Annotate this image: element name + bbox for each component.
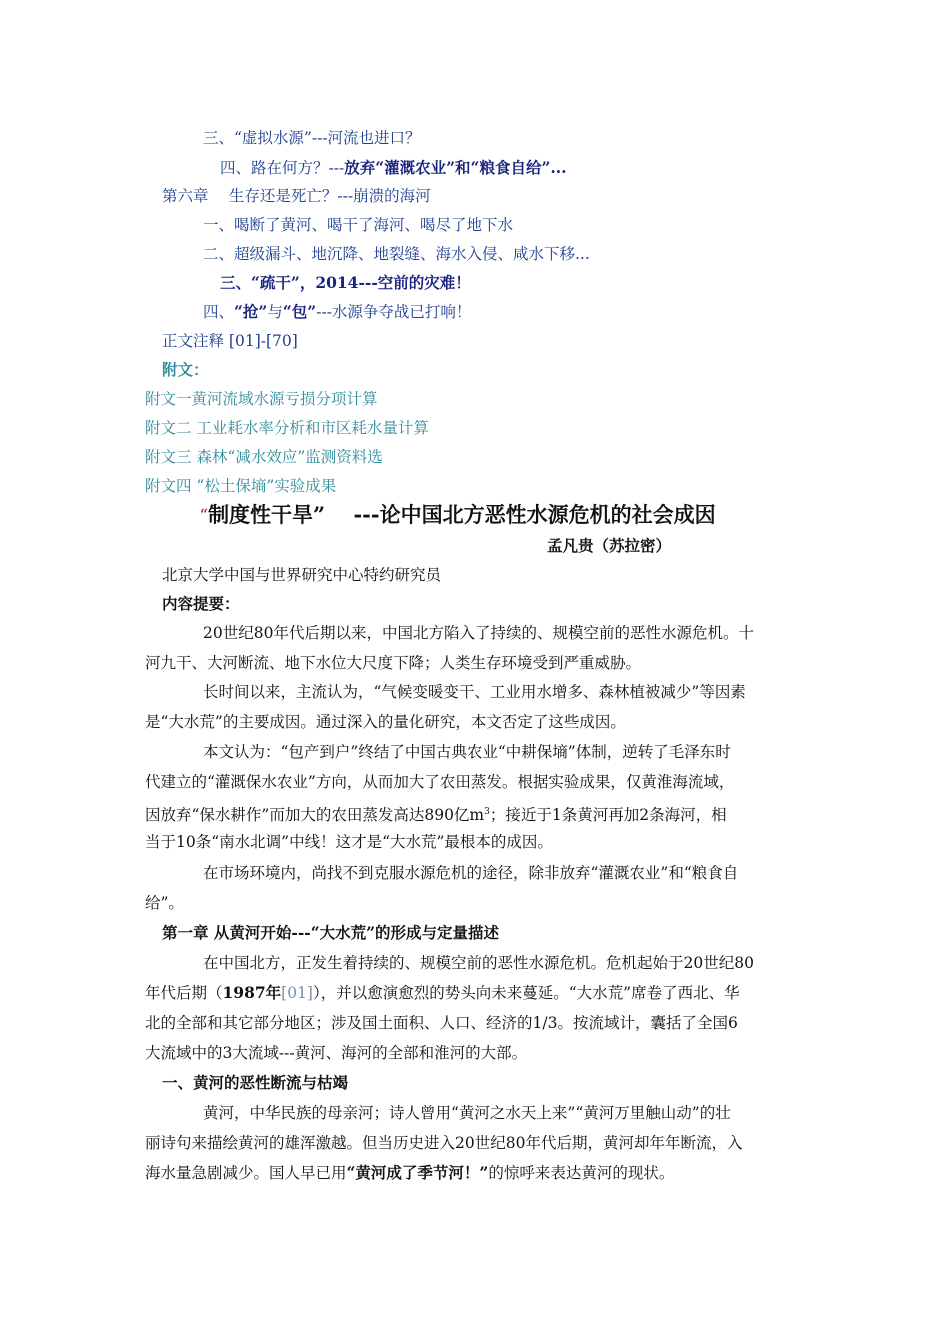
toc-item-emphasis: 放弃“灌溉农业”和“粮食自给”... [344,158,567,177]
paragraph-line: 在市场环境内，尚找不到克服水源危机的途径，除非放弃“灌溉农业”和“粮食自 [203,864,739,882]
line-text: 年代后期（ [145,984,223,1002]
line-text: 海水量急剧减少。国人早已用 [145,1164,347,1182]
paragraph-line: 20世纪80年代后期以来，中国北方陷入了持续的、规模空前的恶性水源危机。十 [203,624,754,642]
toc-item[interactable] [220,158,567,178]
paragraph-line: 代建立的“灌溉保水农业”方向，从而加大了农田蒸发。根据实验成果，仅黄淮海流域， [145,773,735,791]
author: 孟凡贵（苏拉密） [547,536,672,555]
chapter-heading: 第一章 从黄河开始---“大水荒”的形成与定量描述 [162,923,500,942]
paragraph-line: 河九干、大河断流、地下水位大尺度下降；人类生存环境受到严重威胁。 [145,654,642,672]
toc-item[interactable]: 三、“虚拟水源”---河流也进口？ [203,129,421,147]
toc-item-emphasis: “包” [282,302,317,321]
paragraph-line [145,983,740,1003]
abstract-label: 内容提要： [162,594,240,613]
toc-item-text: 与 [267,303,283,321]
appendix-item[interactable]: 附文一黄河流域水源亏损分项计算 [145,390,378,408]
toc-item-emphasis: 三、“疏干”，2014---空前的灾难！ [220,273,471,292]
toc-item[interactable]: 一、喝断了黄河、喝干了海河、喝尽了地下水 [203,216,514,234]
paragraph-line: 本文认为：“包产到户”终结了中国古典农业“中耕保墒”体制，逆转了毛泽东时 [203,743,731,761]
paragraph-line: 当于10条“南水北调”中线！这才是“大水荒”最根本的成因。 [145,833,553,851]
appendix-item[interactable]: 附文四 “松土保墒”实验成果 [145,477,337,495]
toc-item-emphasis: “抢” [234,302,268,321]
title-quote-mark: “ [200,507,209,523]
toc-item-text: 四、 [203,303,235,321]
paragraph-line: 给”。 [145,894,184,912]
paragraph-line: 北的全部和其它部分地区；涉及国土面积、人口、经济的1/3。按流域计，囊括了全国6 [145,1014,738,1032]
paragraph-line: 是“大水荒”的主要成因。通过深入的量化研究，本文否定了这些成因。 [145,713,626,731]
section-heading: 一、黄河的恶性断流与枯竭 [162,1073,349,1092]
article-title [200,502,716,528]
quote-emphasis: “黄河成了季节河！” [346,1163,489,1182]
toc-notes[interactable]: 正文注释 [01]-[70] [162,332,298,350]
citation-link[interactable]: [01] [281,984,313,1002]
line-text: ），并以愈演愈烈的势头向未来蔓延。“大水荒”席卷了西北、华 [312,984,740,1002]
paragraph-line [145,1163,674,1183]
year-emphasis: 1987年 [222,983,282,1002]
paragraph-line [145,802,727,825]
toc-item[interactable] [220,273,471,293]
title-text: 制度性干旱” ---论中国北方恶性水源危机的社会成因 [208,502,716,527]
superscript: 3 [484,807,490,817]
affiliation: 北京大学中国与世界研究中心特约研究员 [162,566,442,584]
paragraph-line: 黄河，中华民族的母亲河；诗人曾用“黄河之水天上来”“黄河万里触山动”的壮 [203,1104,731,1122]
appendix-heading: 附文： [162,360,209,379]
toc-item-text: ---水源争夺战已打响！ [316,303,472,321]
toc-item[interactable] [203,302,471,322]
appendix-item[interactable]: 附文二 工业耗水率分析和市区耗水量计算 [145,419,429,437]
toc-item[interactable]: 二、超级漏斗、地沉降、地裂缝、海水入侵、咸水下移... [203,245,590,263]
toc-chapter[interactable]: 第六章 生存还是死亡？---崩溃的海河 [162,187,431,205]
paragraph-line: 丽诗句来描绘黄河的雄浑激越。但当历史进入20世纪80年代后期，黄河却年年断流，入 [145,1134,743,1152]
paragraph-line: 长时间以来，主流认为，“气候变暖变干、工业用水增多、森林植被减少”等因素 [203,683,746,701]
paragraph-line: 大流域中的3大流域---黄河、海河的全部和淮河的大部。 [145,1044,528,1062]
appendix-item[interactable]: 附文三 森林“减水效应”监测资料选 [145,448,383,466]
line-text: 因放弃“保水耕作”而加大的农田蒸发高达890亿m [145,806,485,825]
toc-item-text: 四、路在何方？--- [220,159,345,177]
line-text: ；接近于1条黄河再加2条海河，相 [489,806,727,825]
line-text: 的惊呼来表达黄河的现状。 [488,1164,675,1182]
paragraph-line: 在中国北方，正发生着持续的、规模空前的恶性水源危机。危机起始于20世纪80 [203,954,754,972]
